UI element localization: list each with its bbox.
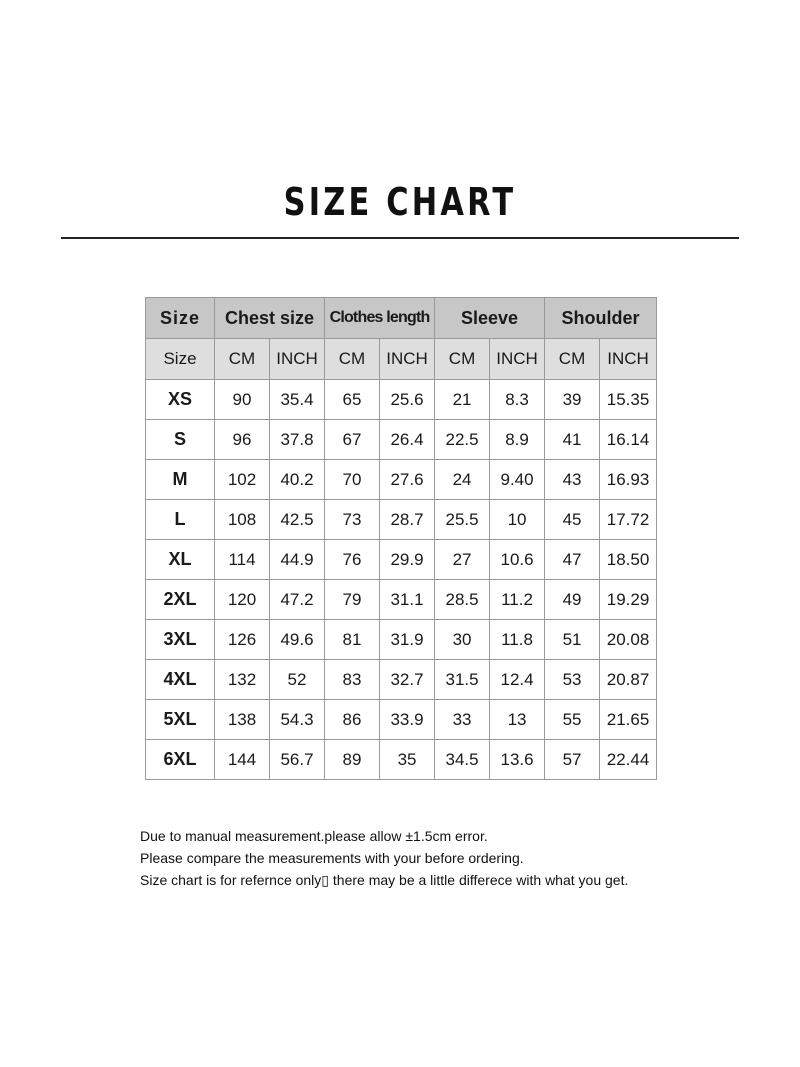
cell-sleeve-inch: 13: [490, 700, 545, 740]
cell-sleeve-inch: 12.4: [490, 660, 545, 700]
cell-chest-cm: 126: [215, 620, 270, 660]
cell-sleeve-cm: 34.5: [435, 740, 490, 780]
page-title: SIZE CHART: [283, 180, 517, 224]
cell-length-inch: 35: [380, 740, 435, 780]
subheader-sleeve-inch: INCH: [490, 339, 545, 380]
cell-chest-cm: 90: [215, 380, 270, 420]
cell-shoulder-inch: 19.29: [600, 580, 657, 620]
cell-length-cm: 81: [325, 620, 380, 660]
table-row: [146, 660, 657, 700]
table-body: [146, 380, 657, 780]
cell-size: 6XL: [146, 740, 215, 780]
subheader-sleeve-cm: CM: [435, 339, 490, 380]
subheader-chest-cm: CM: [215, 339, 270, 380]
cell-shoulder-cm: 53: [545, 660, 600, 700]
cell-sleeve-cm: 22.5: [435, 420, 490, 460]
table-row: [146, 500, 657, 540]
cell-sleeve-inch: 11.8: [490, 620, 545, 660]
cell-size: 2XL: [146, 580, 215, 620]
size-table: [145, 297, 657, 780]
table-row: [146, 700, 657, 740]
cell-length-inch: 28.7: [380, 500, 435, 540]
cell-length-inch: 26.4: [380, 420, 435, 460]
subheader-shoulder-cm: CM: [545, 339, 600, 380]
cell-shoulder-inch: 16.14: [600, 420, 657, 460]
table-row: [146, 380, 657, 420]
cell-chest-cm: 120: [215, 580, 270, 620]
header-clothes-length: Clothes length: [325, 298, 435, 339]
cell-shoulder-cm: 49: [545, 580, 600, 620]
cell-shoulder-cm: 55: [545, 700, 600, 740]
cell-sleeve-inch: 10: [490, 500, 545, 540]
cell-chest-inch: 52: [270, 660, 325, 700]
header-chest-size: Chest size: [215, 298, 325, 339]
cell-chest-cm: 102: [215, 460, 270, 500]
cell-size: 4XL: [146, 660, 215, 700]
table-unit-header-row: [146, 339, 657, 380]
subheader-length-inch: INCH: [380, 339, 435, 380]
cell-chest-cm: 108: [215, 500, 270, 540]
note-line: Due to manual measurement.please allow ±1.5cm error.: [140, 828, 488, 844]
cell-chest-cm: 96: [215, 420, 270, 460]
cell-size: L: [146, 500, 215, 540]
cell-shoulder-inch: 17.72: [600, 500, 657, 540]
cell-sleeve-inch: 8.3: [490, 380, 545, 420]
cell-length-inch: 31.9: [380, 620, 435, 660]
measurement-notes: [140, 825, 700, 891]
cell-length-cm: 65: [325, 380, 380, 420]
cell-shoulder-inch: 16.93: [600, 460, 657, 500]
cell-chest-cm: 138: [215, 700, 270, 740]
subheader-length-cm: CM: [325, 339, 380, 380]
cell-length-inch: 33.9: [380, 700, 435, 740]
subheader-chest-inch: INCH: [270, 339, 325, 380]
cell-shoulder-cm: 51: [545, 620, 600, 660]
cell-length-cm: 79: [325, 580, 380, 620]
cell-size: XL: [146, 540, 215, 580]
cell-length-cm: 86: [325, 700, 380, 740]
cell-sleeve-cm: 31.5: [435, 660, 490, 700]
cell-sleeve-cm: 25.5: [435, 500, 490, 540]
cell-shoulder-inch: 20.08: [600, 620, 657, 660]
cell-length-cm: 83: [325, 660, 380, 700]
cell-sleeve-cm: 33: [435, 700, 490, 740]
cell-chest-inch: 54.3: [270, 700, 325, 740]
table-row: [146, 580, 657, 620]
subheader-shoulder-inch: INCH: [600, 339, 657, 380]
cell-chest-inch: 56.7: [270, 740, 325, 780]
cell-length-cm: 89: [325, 740, 380, 780]
cell-shoulder-cm: 41: [545, 420, 600, 460]
cell-size: XS: [146, 380, 215, 420]
cell-shoulder-cm: 45: [545, 500, 600, 540]
cell-size: S: [146, 420, 215, 460]
cell-sleeve-cm: 30: [435, 620, 490, 660]
cell-chest-cm: 132: [215, 660, 270, 700]
cell-shoulder-inch: 20.87: [600, 660, 657, 700]
cell-chest-inch: 47.2: [270, 580, 325, 620]
cell-length-inch: 29.9: [380, 540, 435, 580]
cell-shoulder-cm: 39: [545, 380, 600, 420]
cell-length-cm: 67: [325, 420, 380, 460]
cell-shoulder-inch: 22.44: [600, 740, 657, 780]
cell-sleeve-inch: 11.2: [490, 580, 545, 620]
cell-shoulder-cm: 47: [545, 540, 600, 580]
title-divider: [61, 237, 739, 239]
cell-sleeve-inch: 13.6: [490, 740, 545, 780]
cell-length-inch: 32.7: [380, 660, 435, 700]
table-row: [146, 540, 657, 580]
cell-chest-inch: 42.5: [270, 500, 325, 540]
table-row: [146, 460, 657, 500]
cell-sleeve-inch: 9.40: [490, 460, 545, 500]
table-group-header-row: [146, 298, 657, 339]
cell-length-inch: 27.6: [380, 460, 435, 500]
cell-length-inch: 31.1: [380, 580, 435, 620]
table-row: [146, 620, 657, 660]
cell-chest-inch: 37.8: [270, 420, 325, 460]
cell-chest-cm: 114: [215, 540, 270, 580]
cell-chest-inch: 49.6: [270, 620, 325, 660]
cell-shoulder-cm: 57: [545, 740, 600, 780]
cell-sleeve-cm: 21: [435, 380, 490, 420]
table-row: [146, 740, 657, 780]
cell-size: 5XL: [146, 700, 215, 740]
cell-shoulder-inch: 15.35: [600, 380, 657, 420]
cell-size: 3XL: [146, 620, 215, 660]
cell-sleeve-cm: 24: [435, 460, 490, 500]
cell-shoulder-inch: 18.50: [600, 540, 657, 580]
cell-chest-inch: 44.9: [270, 540, 325, 580]
cell-length-cm: 70: [325, 460, 380, 500]
cell-chest-cm: 144: [215, 740, 270, 780]
cell-sleeve-cm: 27: [435, 540, 490, 580]
cell-shoulder-cm: 43: [545, 460, 600, 500]
header-shoulder: Shoulder: [545, 298, 657, 339]
cell-chest-inch: 35.4: [270, 380, 325, 420]
cell-length-cm: 76: [325, 540, 380, 580]
table-row: [146, 420, 657, 460]
note-line: Please compare the measurements with your before ordering.: [140, 850, 524, 866]
subheader-size: Size: [146, 339, 215, 380]
header-size: Size: [146, 298, 215, 339]
cell-size: M: [146, 460, 215, 500]
cell-length-cm: 73: [325, 500, 380, 540]
note-line: Size chart is for refernce only▯ there may be a little differece with what you get.: [140, 872, 629, 888]
cell-sleeve-inch: 8.9: [490, 420, 545, 460]
header-sleeve: Sleeve: [435, 298, 545, 339]
cell-length-inch: 25.6: [380, 380, 435, 420]
cell-chest-inch: 40.2: [270, 460, 325, 500]
cell-sleeve-cm: 28.5: [435, 580, 490, 620]
cell-shoulder-inch: 21.65: [600, 700, 657, 740]
cell-sleeve-inch: 10.6: [490, 540, 545, 580]
